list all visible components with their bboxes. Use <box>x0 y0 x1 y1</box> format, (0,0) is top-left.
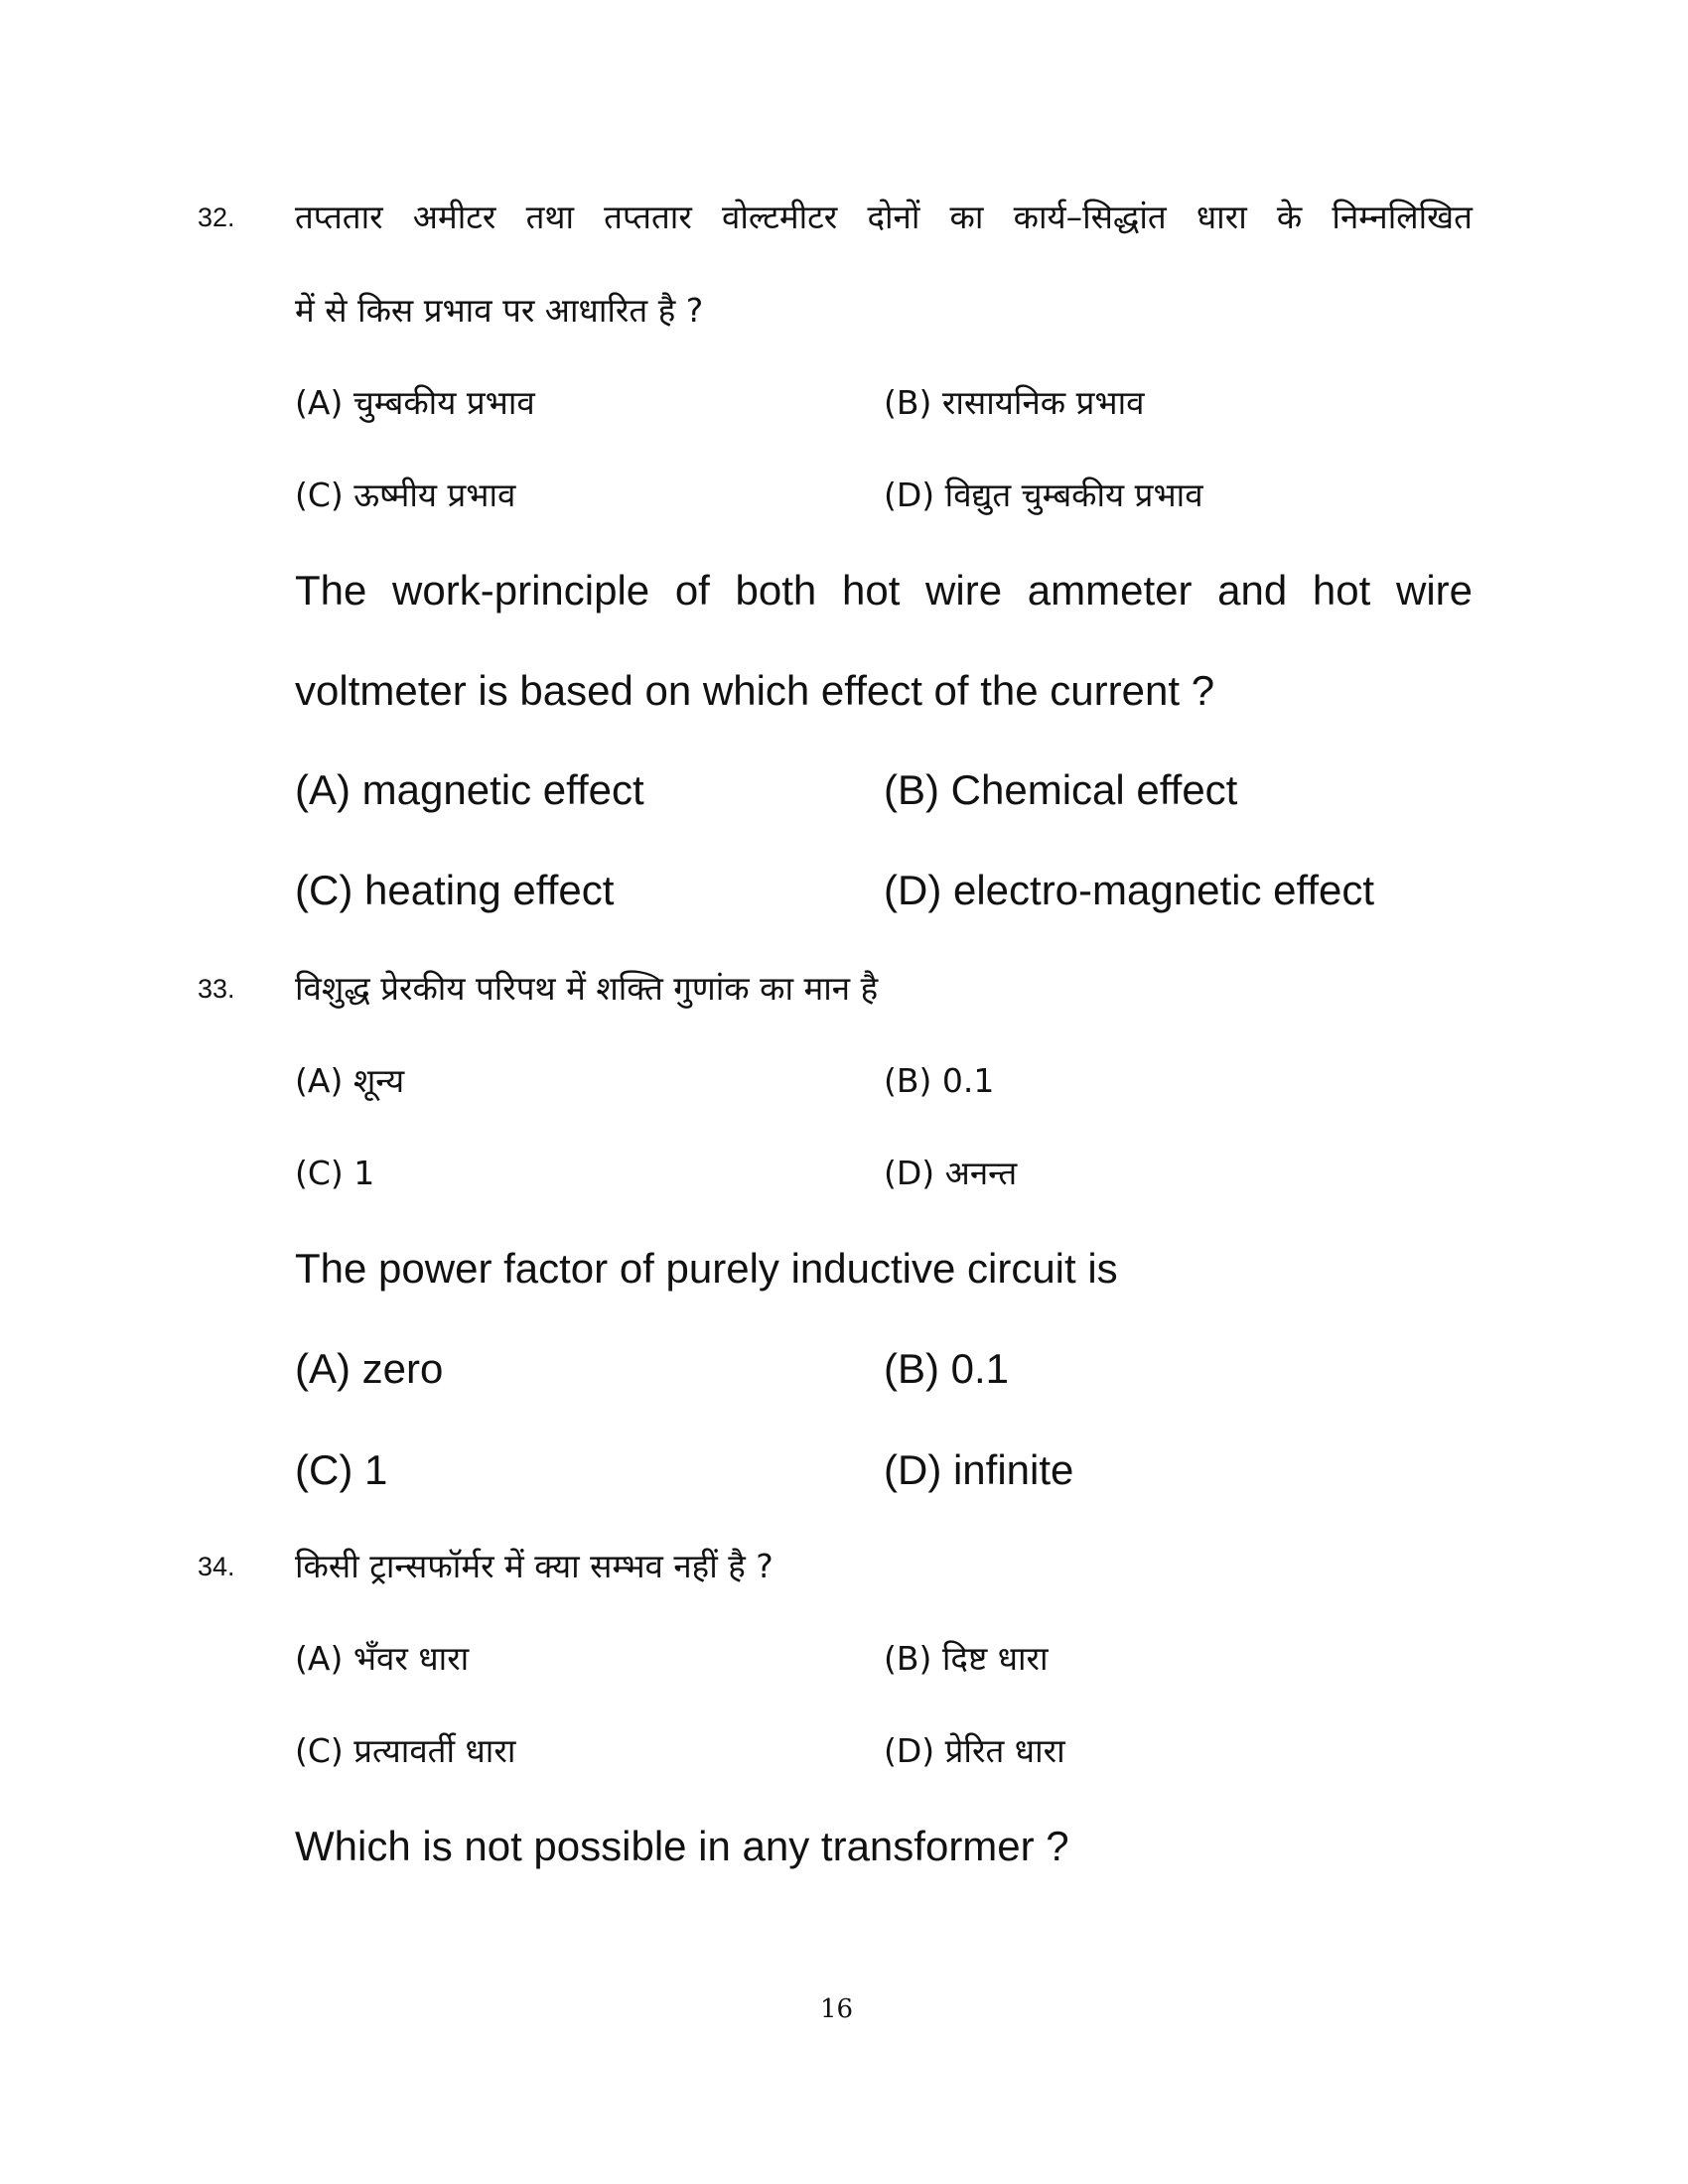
option-a-hindi: (A) भँवर धारा <box>295 1639 470 1678</box>
option-d-english: (D) infinite <box>884 1446 1074 1493</box>
question-text-hindi: तप्ततार अमीटर तथा तप्ततार वोल्टमीटर दोनों का कार्य–सिद्धांत धारा के निम्नलिखित <box>295 198 1473 236</box>
option-c-hindi: (C) प्रत्यावर्ती धारा <box>295 1731 516 1770</box>
question-text-english: Which is not possible in any transformer ? <box>295 1823 1069 1869</box>
question-text-hindi: किसी ट्रान्सफॉर्मर में क्या सम्भव नहीं है ? <box>295 1547 774 1585</box>
option-a-hindi: (A) शून्य <box>295 1061 405 1100</box>
question-text-english: The power factor of purely inductive circuit is <box>295 1245 1118 1292</box>
option-b-english: (B) Chemical effect <box>884 766 1238 813</box>
option-b-hindi: (B) दिष्ट धारा <box>884 1639 1049 1678</box>
option-a-hindi: (A) चुम्बकीय प्रभाव <box>295 383 535 422</box>
page-number: 16 <box>819 1994 854 2024</box>
question-text-hindi: विशुद्ध प्रेरकीय परिपथ में शक्ति गुणांक का मान है <box>295 969 879 1008</box>
question-text-english: voltmeter is based on which effect of the current ? <box>295 667 1215 714</box>
option-c-english: (C) 1 <box>295 1446 388 1493</box>
option-d-hindi: (D) विद्युत चुम्बकीय प्रभाव <box>884 476 1203 514</box>
question-number: 33. <box>198 974 235 1004</box>
option-b-hindi: (B) रासायनिक प्रभाव <box>884 383 1145 422</box>
question-text-english: The work-principle of both hot wire ammeter and hot wire <box>295 567 1473 614</box>
option-c-hindi: (C) ऊष्मीय प्रभाव <box>295 476 516 514</box>
option-a-english: (A) magnetic effect <box>295 766 644 813</box>
option-b-english: (B) 0.1 <box>884 1345 1010 1392</box>
option-d-english: (D) electro-magnetic effect <box>884 867 1375 913</box>
question-number: 32. <box>198 203 235 232</box>
question-number: 34. <box>198 1552 235 1581</box>
option-d-hindi: (D) अनन्त <box>884 1154 1018 1192</box>
question-text-hindi: में से किस प्रभाव पर आधारित है ? <box>295 291 704 330</box>
option-a-english: (A) zero <box>295 1345 444 1392</box>
option-d-hindi: (D) प्रेरित धारा <box>884 1731 1065 1770</box>
option-c-hindi: (C) 1 <box>295 1154 375 1192</box>
option-c-english: (C) heating effect <box>295 867 615 913</box>
option-b-hindi: (B) 0.1 <box>884 1061 995 1100</box>
